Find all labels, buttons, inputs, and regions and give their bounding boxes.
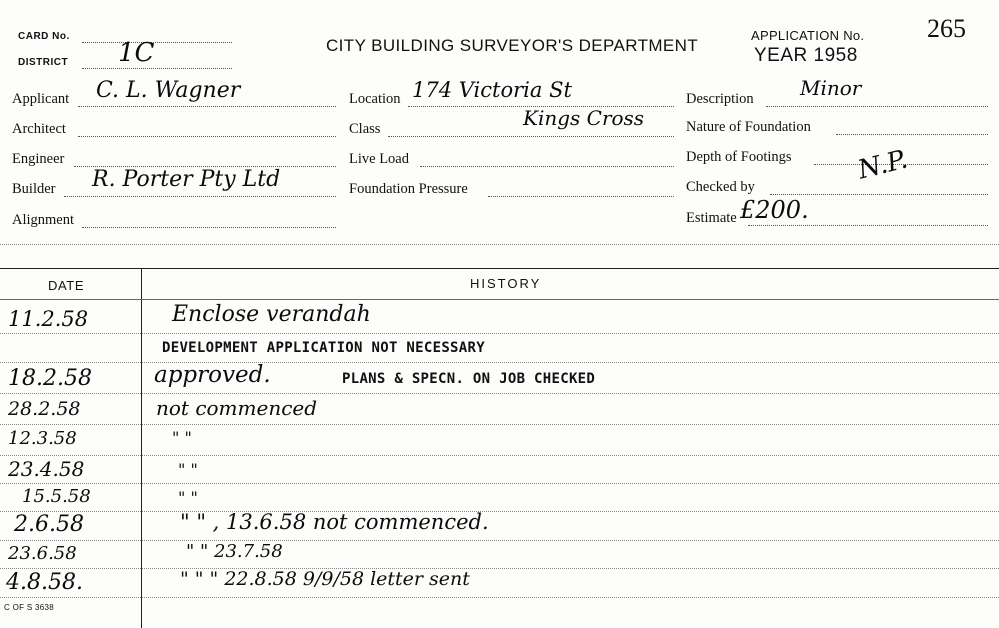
row-rule (0, 597, 999, 598)
row-date: 4.8.58. (6, 570, 83, 595)
foundation-pressure-label: Foundation Pressure (349, 181, 468, 197)
row-entry: " " (172, 428, 192, 447)
row-date: 28.2.58 (8, 398, 81, 420)
estimate-value: £200. (740, 196, 809, 224)
engineer-label: Engineer (12, 151, 65, 167)
applicant-label: Applicant (12, 91, 70, 107)
card-no-label: CARD No. (18, 31, 70, 42)
row-rule (0, 362, 999, 363)
row-entry: " " (178, 460, 198, 479)
depth-of-footings-value: N.P. (855, 144, 911, 186)
description-line (766, 106, 988, 107)
district-value: 1C (118, 38, 155, 68)
description-value: Minor (800, 76, 862, 100)
applicant-value: C. L. Wagner (96, 78, 241, 103)
depth-of-footings-label: Depth of Footings (686, 149, 792, 165)
nature-of-foundation-label: Nature of Foundation (686, 119, 811, 135)
description-label: Description (686, 91, 754, 107)
row-date: 12.3.58 (8, 428, 77, 449)
header-rule (0, 299, 999, 300)
builder-label: Builder (12, 181, 56, 197)
row-rule (0, 511, 999, 512)
row-rule (0, 393, 999, 394)
live-load-line (420, 166, 674, 167)
location-value: 174 Victoria St (412, 78, 572, 102)
history-header: HISTORY (470, 276, 542, 291)
class-line (388, 136, 674, 137)
foundation-pressure-line (488, 196, 674, 197)
row-stamp: DEVELOPMENT APPLICATION NOT NECESSARY (162, 340, 485, 356)
row-rule (0, 333, 999, 334)
checked-by-line (770, 194, 988, 195)
card-no-line (82, 42, 232, 43)
applicant-line (78, 106, 336, 107)
district-line (82, 68, 232, 69)
row-rule (0, 483, 999, 484)
row-rule (0, 568, 999, 569)
row-date: 2.6.58 (14, 512, 84, 537)
department-title: CITY BUILDING SURVEYOR'S DEPARTMENT (326, 36, 699, 55)
nature-of-foundation-line (836, 134, 988, 135)
row-entry: " " (178, 488, 198, 507)
row-date: 15.5.58 (22, 486, 91, 507)
live-load-label: Live Load (349, 151, 409, 167)
row-entry: " " 23.7.58 (186, 541, 283, 562)
class-label: Class (349, 121, 381, 137)
row-date: 11.2.58 (8, 307, 89, 331)
location-label: Location (349, 91, 401, 107)
history-column-rule (141, 268, 142, 628)
builder-value: R. Porter Pty Ltd (92, 167, 281, 192)
architect-line (78, 136, 336, 137)
row-date: 23.6.58 (8, 543, 77, 564)
row-entry: " " " 22.8.58 9/9/58 letter sent (180, 568, 470, 590)
application-no-value: 265 (927, 14, 966, 43)
row-entry: approved. (154, 362, 271, 388)
form-code: C OF S 3638 (4, 603, 54, 612)
application-no-label: APPLICATION No. (751, 28, 865, 43)
alignment-label: Alignment (12, 212, 75, 228)
section-divider-dotted (0, 244, 999, 245)
history-top-rule (0, 268, 999, 269)
row-date: 18.2.58 (8, 366, 92, 391)
date-header: DATE (48, 278, 85, 293)
row-rule (0, 424, 999, 425)
alignment-line (82, 227, 336, 228)
row-entry: Enclose verandah (172, 302, 371, 327)
estimate-label: Estimate (686, 210, 737, 226)
estimate-line (748, 225, 988, 226)
builder-line (64, 196, 336, 197)
row-entry: not commenced (156, 396, 318, 420)
checked-by-label: Checked by (686, 179, 755, 195)
year-label: YEAR 1958 (754, 45, 858, 66)
row-rule (0, 540, 999, 541)
row-date: 23.4.58 (8, 457, 85, 481)
district-label: DISTRICT (18, 57, 69, 68)
row-rule (0, 455, 999, 456)
row-stamp: PLANS & SPECN. ON JOB CHECKED (342, 371, 596, 387)
architect-label: Architect (12, 121, 66, 137)
class-value: Kings Cross (523, 106, 645, 130)
row-entry: " " , 13.6.58 not commenced. (180, 510, 489, 534)
